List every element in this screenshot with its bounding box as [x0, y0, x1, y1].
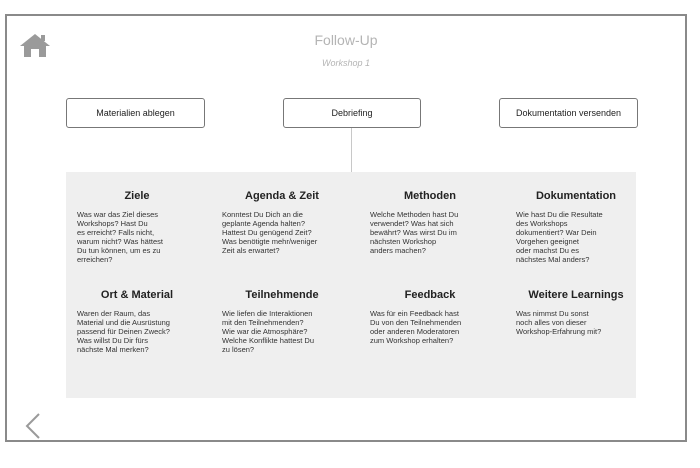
topic-text: Was nimmst Du sonst noch alles von dieser Workshop-Erfahrung mit?	[516, 309, 602, 336]
page-title: Follow-Up	[314, 32, 378, 48]
topic-title: Teilnehmende	[245, 289, 319, 301]
topic-title: Ort & Material	[100, 289, 174, 301]
topic-title: Ziele	[124, 190, 150, 202]
topic-feedback	[365, 289, 495, 345]
topic-title: Feedback	[404, 289, 456, 301]
materialien-ablegen-button[interactable]: Materialien ablegen	[66, 98, 205, 128]
topic-dokumentation	[511, 190, 641, 264]
app-frame	[5, 14, 687, 442]
topic-text: Welche Methoden hast Du verwendet? Was hat sich bewährt? Was wirst Du im nächsten Workshop anders machen?	[370, 210, 459, 255]
debriefing-panel	[66, 172, 636, 398]
topic-text: Was war das Ziel dieses Workshops? Hast Du es erreicht? Falls nicht, warum nicht? Was hättest Du tun können, um es zu erreichen?	[77, 210, 164, 264]
topic-text: Wie liefen die Interaktionen mit den Teilnehmenden? Wie war die Atmosphäre? Welche Konflikte hattest Du zu lösen?	[222, 309, 314, 354]
topic-weitere-learnings	[511, 289, 641, 336]
topic-teilnehmende	[217, 289, 347, 354]
topic-ort-material	[72, 289, 202, 354]
topic-ziele	[72, 190, 202, 264]
topic-title: Agenda & Zeit	[245, 190, 319, 202]
connector-line	[351, 128, 352, 172]
topic-methoden	[365, 190, 495, 255]
dokumentation-versenden-button[interactable]: Dokumentation versenden	[499, 98, 638, 128]
page-subtitle: Workshop 1	[321, 58, 371, 68]
topic-title: Weitere Learnings	[528, 289, 624, 301]
topic-text: Waren der Raum, das Material und die Ausrüstung passend für Deinen Zweck? Was willst Du Dir fürs nächste Mal merken?	[77, 309, 170, 354]
topic-text: Konntest Du Dich an die geplante Agenda halten? Hattest Du genügend Zeit? Was benötigte mehr/weniger Zeit als erwartet?	[222, 210, 318, 255]
topic-agenda-zeit	[217, 190, 347, 255]
topic-title: Dokumentation	[535, 190, 617, 202]
chevron-left-icon[interactable]	[21, 408, 45, 444]
topic-title: Methoden	[404, 190, 456, 202]
topic-text: Wie hast Du die Resultate des Workshops dokumentiert? War Dein Vorgehen geeignet oder machst Du es nächstes Mal anders?	[516, 210, 603, 264]
topic-text: Was für ein Feedback hast Du von den Teilnehmenden oder anderen Moderatoren zum Workshop erhalten?	[370, 309, 462, 345]
debriefing-button[interactable]: Debriefing	[283, 98, 421, 128]
